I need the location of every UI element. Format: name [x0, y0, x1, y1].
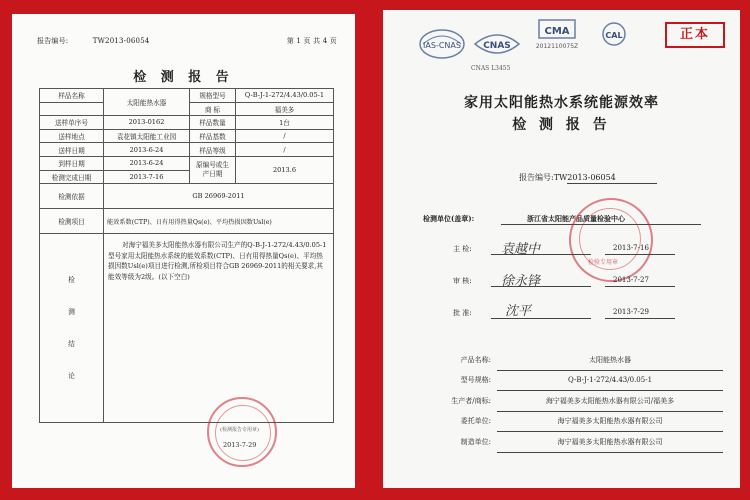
cal-logo-icon: [589, 20, 639, 58]
info-value: 太阳能热水器: [497, 350, 723, 370]
right-title-line1: 家用太阳能热水系统能源效率: [464, 95, 659, 111]
report-no-underline: [567, 183, 657, 184]
info-value: 海宁福美多太阳能热水器有限公司: [497, 432, 723, 453]
cell-label: 送样日期: [40, 143, 104, 157]
sig-role-approve: 批 准:: [453, 309, 472, 317]
sig-date-review: 2013-7-27: [613, 276, 649, 284]
right-report-page: [383, 10, 740, 488]
right-title-line2: 检 测 报 告: [512, 117, 611, 133]
cma-logo-icon: [531, 18, 583, 58]
cell-value: /: [236, 143, 334, 157]
sig-name-review: 徐永锋: [501, 274, 541, 289]
cma-number: 2012110075Z: [535, 43, 579, 50]
info-row: [413, 432, 723, 453]
logo-text: CMA: [544, 26, 570, 37]
info-label: 制造单位:: [460, 437, 491, 446]
sig-role-review: 审 核:: [453, 277, 472, 285]
cell-label: 规格型号: [190, 89, 236, 103]
left-title: 检 测 报 告: [133, 70, 234, 85]
cell-value: 2013.6: [236, 156, 334, 183]
cnas-logo-icon: [471, 26, 523, 62]
report-no-value: TW2013-06054: [92, 37, 150, 45]
info-row: [413, 370, 723, 391]
cnas-number: CNAS L3455: [471, 65, 511, 72]
center-stamp-label: 检验专用章: [588, 259, 619, 266]
cell-label: 原编号或生产日期: [190, 156, 236, 183]
product-info-table: [413, 350, 723, 453]
info-row: [413, 411, 723, 432]
sig-date-chief: 2013-7-16: [613, 244, 649, 252]
info-row: [413, 391, 723, 412]
sig-line: [605, 318, 675, 319]
info-label: 型号规格:: [460, 376, 491, 385]
left-report-no: [37, 36, 150, 46]
cell-label: 检测项目: [40, 209, 104, 234]
sig-role-chief: 主 检:: [453, 245, 472, 253]
cell-label: 样品基数: [190, 129, 236, 143]
sig-name-approve: 沈平: [505, 304, 532, 319]
conclusion-label: [40, 234, 104, 423]
logo-text: CNAS: [483, 41, 511, 51]
cell-label: 样品等级: [190, 143, 236, 157]
inspection-stamp-inner: [215, 405, 271, 461]
cell-value: 福美多: [236, 102, 334, 116]
stamp-label: (检测报告专用章): [220, 427, 259, 433]
cell-value: 2013-6-24: [104, 156, 190, 170]
logo-text: CAL: [605, 31, 623, 40]
unit-label: 检测单位(盖章):: [423, 214, 475, 223]
info-value: 海宁福美多太阳能热水器有限公司/福美多: [497, 391, 723, 412]
report-no-value: TW2013-06054: [553, 173, 616, 182]
sig-line: [491, 286, 591, 287]
logo-text: IAS-CNAS: [423, 41, 461, 50]
sig-name-chief: 袁越中: [501, 242, 541, 257]
cell-value: 2013-0162: [104, 116, 190, 130]
cell-value: 能效系数(CTP)、日有用得热量Qs(e)、平均热损因数Usl(e): [104, 209, 334, 234]
ias-logo-icon: [417, 26, 467, 62]
cell-value: Q-B-J-1-272/4.43/0.05-1: [236, 89, 334, 103]
conclusion-cell: [104, 234, 334, 423]
left-report-page: [12, 14, 355, 488]
unit-name: 浙江省太阳能产品质量检验中心: [527, 214, 625, 223]
sample-info-table: [39, 88, 334, 423]
conclusion-label-text: 检 测 结 论: [68, 276, 75, 381]
cell-label: 检测依据: [40, 184, 104, 209]
cell-label: 送样地点: [40, 129, 104, 143]
original-seal: 正本: [665, 22, 725, 48]
report-no-label: 报告编号:: [37, 37, 69, 45]
cell-value: 袁花镇太阳能工业园: [104, 129, 190, 143]
right-report-no: [519, 172, 616, 183]
cell-value: GB 26969-2011: [104, 184, 334, 209]
cell-label: 到样日期: [40, 156, 104, 170]
cell-empty: [40, 102, 104, 116]
cell-label: 检测完成日期: [40, 170, 104, 184]
info-value: Q-B-J-1-272/4.43/0.05-1: [497, 370, 723, 391]
stamp-date: 2013-7-29: [223, 441, 257, 449]
info-label: 生产者/商标:: [451, 396, 491, 405]
cell-value: /: [236, 129, 334, 143]
sig-line: [491, 318, 591, 319]
cell-value: 1台: [236, 116, 334, 130]
cell-label: 样品名称: [40, 89, 104, 103]
cell-value: 2013-7-16: [104, 170, 190, 184]
sig-line: [605, 286, 675, 287]
cell-label: 送样单序号: [40, 116, 104, 130]
conclusion-text: 对海宁福美多太阳能热水器有限公司生产的Q-B-J-1-272/4.43/0.05-1型号家用太阳能热水系统的能效系数(CTP)、日有用得热量Qs(e)、平均热损因数Usl(e)项目进行检测,所检项目符合GB 26969-2011的相关要求,其能效等级为2级。(以下空白): [108, 241, 327, 281]
cell-label: 商 标: [190, 102, 236, 116]
info-label: 产品名称:: [460, 356, 491, 364]
info-row: [413, 350, 723, 370]
sig-line: [491, 254, 591, 255]
sig-date-approve: 2013-7-29: [613, 308, 649, 316]
info-value: 海宁福美多太阳能热水器有限公司: [497, 411, 723, 432]
sig-line: [605, 254, 675, 255]
cell-label: 样品数量: [190, 116, 236, 130]
page-info: 第 1 页 共 4 页: [286, 37, 337, 45]
cell-value: 2013-6-24: [104, 143, 190, 157]
report-no-label: 报告编号:: [519, 173, 554, 182]
cell-value: 太阳能热水器: [104, 89, 190, 116]
info-label: 委托单位:: [460, 417, 491, 426]
